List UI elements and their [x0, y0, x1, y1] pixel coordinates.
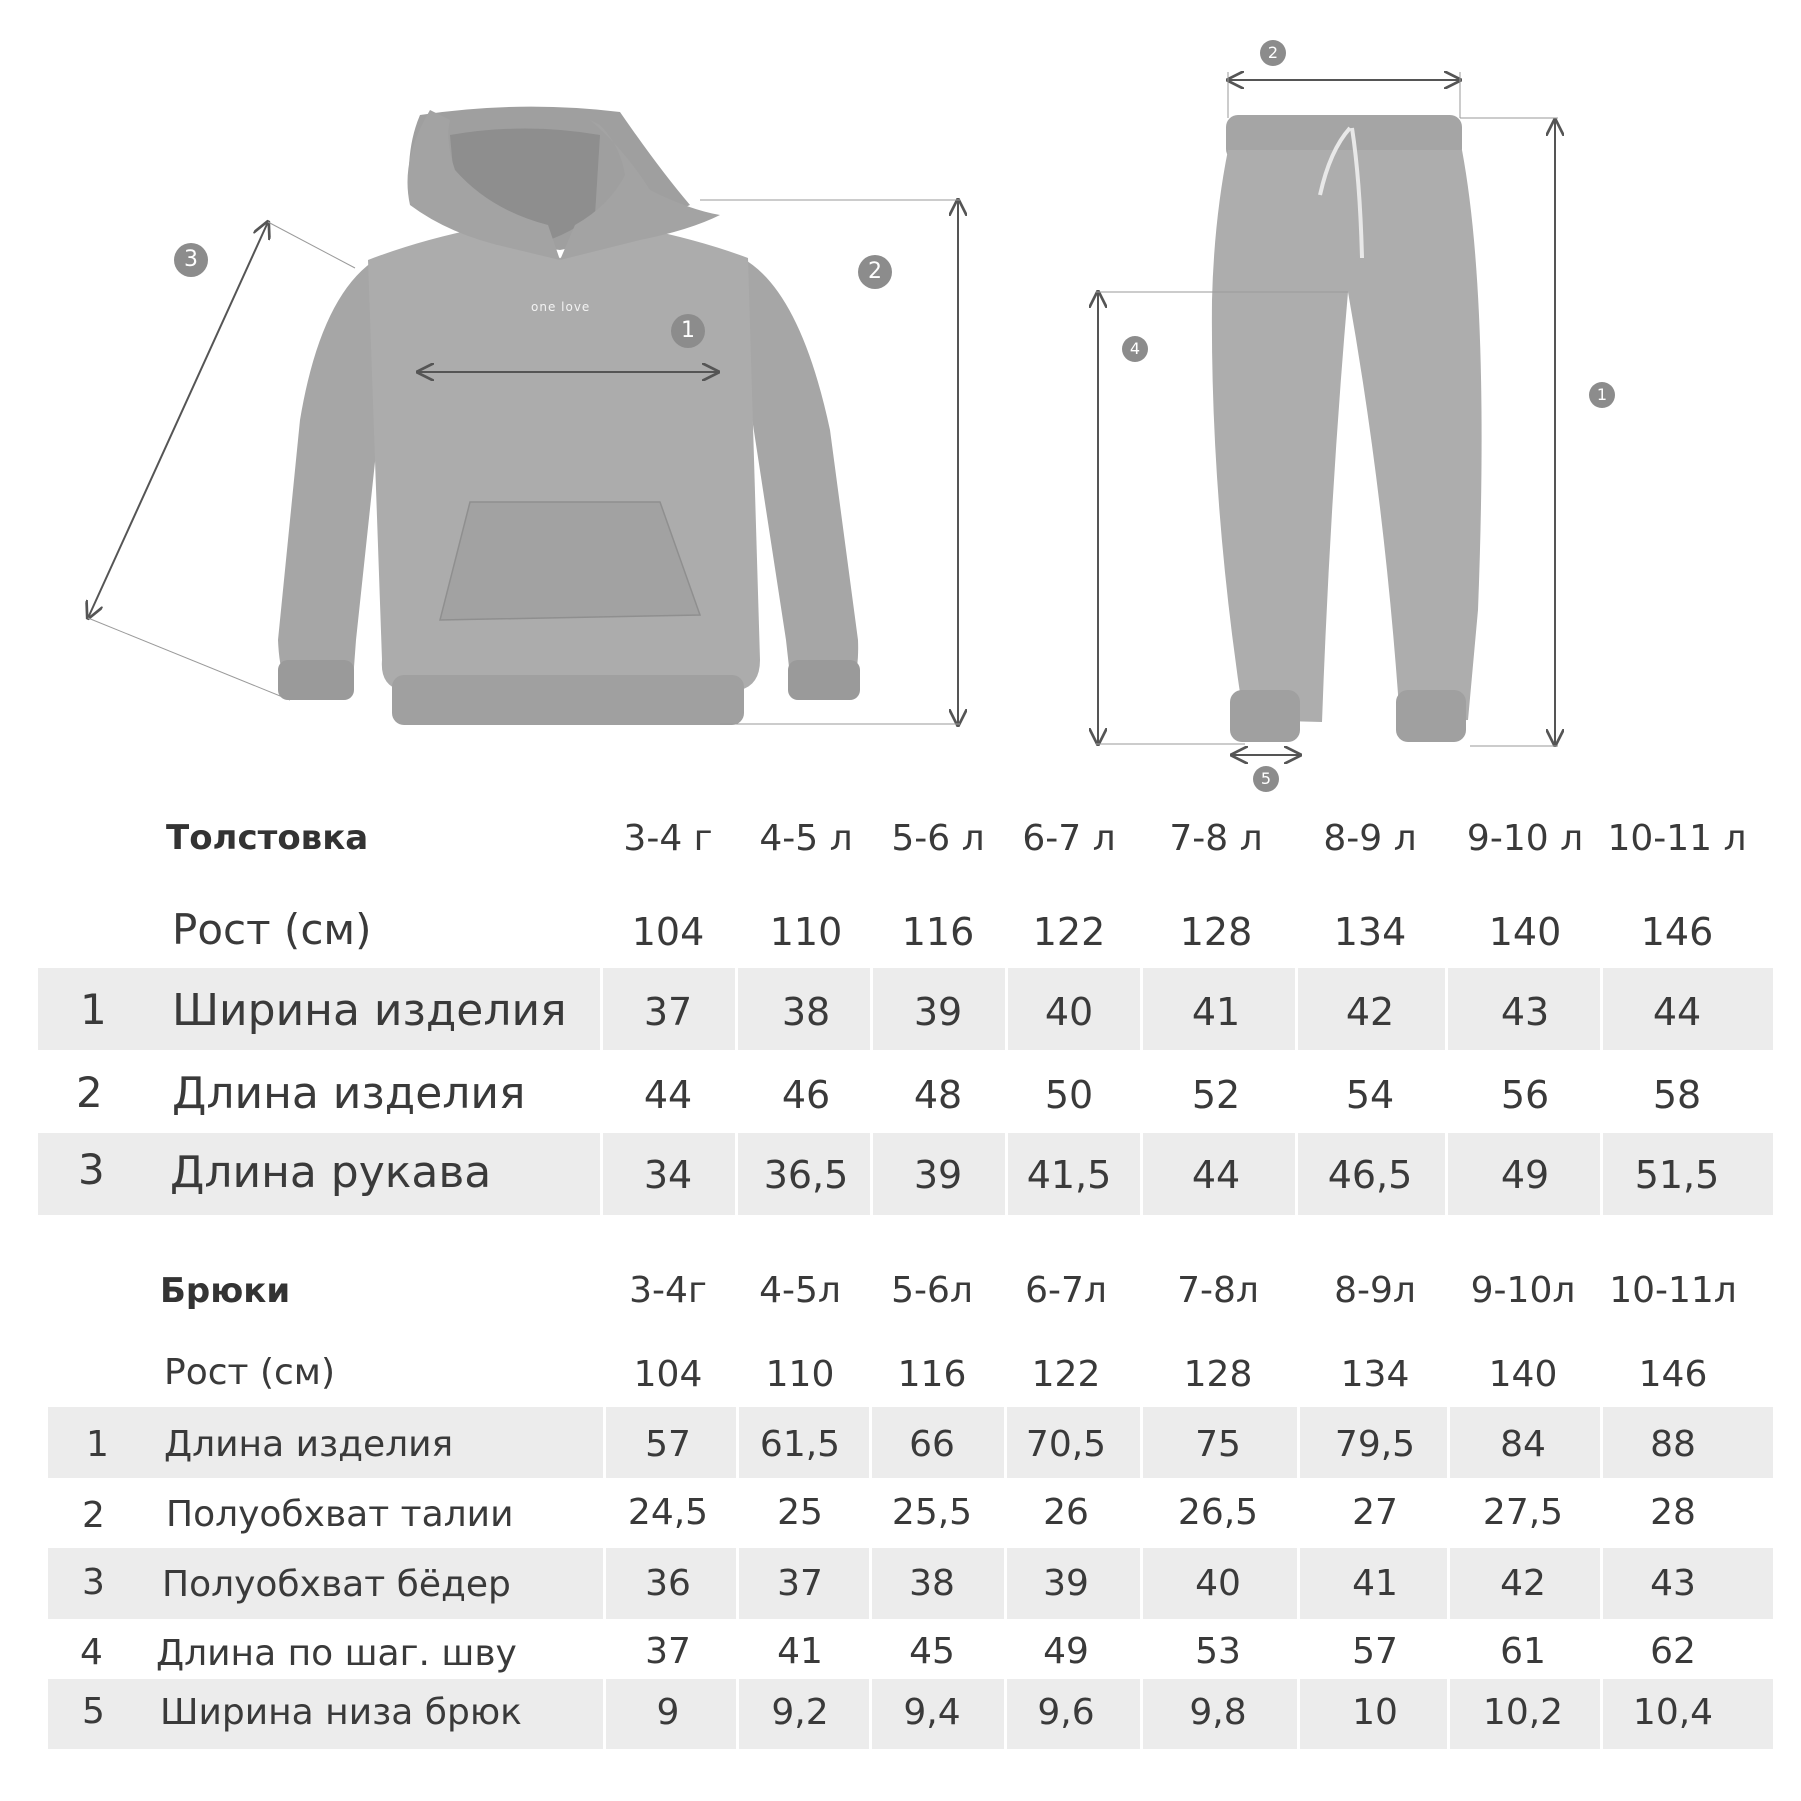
- hoodie-value-cell: 52: [1191, 1073, 1241, 1117]
- hoodie-value-cell: 49: [1500, 1153, 1550, 1197]
- hoodie-size-header: 7-8 л: [1169, 818, 1263, 859]
- pants-value-cell: 42: [1500, 1563, 1546, 1604]
- pants-height-label: Рост (см): [164, 1352, 335, 1393]
- pants-value-cell: 41: [1352, 1563, 1398, 1604]
- hoodie-row-number: 3: [78, 1145, 105, 1194]
- hoodie-row-number: 2: [76, 1068, 103, 1117]
- hoodie-size-header: 9-10 л: [1466, 818, 1584, 859]
- pants-value-cell: 57: [645, 1424, 691, 1465]
- hoodie-height-value: 140: [1488, 910, 1562, 954]
- hoodie-value-cell: 41: [1191, 990, 1241, 1034]
- hoodie-value-cell: 37: [643, 990, 693, 1034]
- pants-value-cell: 27,5: [1482, 1492, 1564, 1533]
- hoodie-size-header: 4-5 л: [759, 818, 853, 859]
- pants-size-header: 3-4г: [629, 1270, 707, 1311]
- hoodie-height-value: 134: [1333, 910, 1407, 954]
- hoodie-value-cell: 46,5: [1327, 1153, 1413, 1197]
- pants-value-cell: 9,4: [903, 1692, 961, 1733]
- pants-value-cell: 61,5: [759, 1424, 841, 1465]
- hoodie-value-cell: 48: [913, 1073, 963, 1117]
- pants-value-cell: 26,5: [1177, 1492, 1259, 1533]
- pants-row-number: 5: [82, 1691, 105, 1732]
- hoodie-height-value: 146: [1640, 910, 1714, 954]
- pants-height-value: 128: [1183, 1354, 1253, 1395]
- pants-value-cell: 53: [1195, 1631, 1241, 1672]
- hoodie-value-cell: 44: [643, 1073, 693, 1117]
- pants-value-cell: 75: [1195, 1424, 1241, 1465]
- pants-value-cell: 88: [1650, 1424, 1696, 1465]
- pants-row-label: Длина изделия: [164, 1424, 454, 1465]
- hoodie-value-cell: 38: [781, 990, 831, 1034]
- pants-size-header: 10-11л: [1609, 1270, 1737, 1311]
- hoodie-value-cell: 51,5: [1634, 1153, 1720, 1197]
- pants-height-value: 134: [1340, 1354, 1410, 1395]
- pants-value-cell: 25: [777, 1492, 823, 1533]
- pants-value-cell: 10,4: [1632, 1692, 1714, 1733]
- hoodie-row-label: Длина рукава: [170, 1147, 492, 1198]
- pants-value-cell: 57: [1352, 1631, 1398, 1672]
- pants-value-cell: 37: [645, 1631, 691, 1672]
- hoodie-height-value: 122: [1032, 910, 1106, 954]
- hoodie-value-cell: 41,5: [1026, 1153, 1112, 1197]
- pants-size-header: 8-9л: [1334, 1270, 1416, 1311]
- hoodie-size-header: 10-11 л: [1607, 818, 1747, 859]
- pants-value-cell: 28: [1650, 1492, 1696, 1533]
- pants-size-header: 6-7л: [1025, 1270, 1107, 1311]
- hoodie-row-number: 1: [80, 985, 107, 1034]
- pants-height-value: 146: [1638, 1354, 1708, 1395]
- pants-drawing: [1212, 115, 1482, 742]
- pants-size-header: 7-8л: [1177, 1270, 1259, 1311]
- hoodie-value-cell: 58: [1652, 1073, 1702, 1117]
- hoodie-value-cell: 50: [1044, 1073, 1094, 1117]
- pants-value-cell: 25,5: [891, 1492, 973, 1533]
- hoodie-value-cell: 42: [1345, 990, 1395, 1034]
- garment-illustrations: [0, 0, 1801, 800]
- pants-height-value: 122: [1031, 1354, 1101, 1395]
- pants-value-cell: 37: [777, 1563, 823, 1604]
- pants-value-cell: 49: [1043, 1631, 1089, 1672]
- pants-row-label: Полуобхват талии: [166, 1494, 514, 1535]
- pants-row-number: 1: [86, 1424, 109, 1465]
- hoodie-marker-1: 1: [671, 314, 705, 348]
- pants-value-cell: 39: [1043, 1563, 1089, 1604]
- pants-value-cell: 45: [909, 1631, 955, 1672]
- pants-value-cell: 43: [1650, 1563, 1696, 1604]
- hoodie-marker-3: 3: [174, 243, 208, 277]
- pants-value-cell: 84: [1500, 1424, 1546, 1465]
- pants-height-value: 110: [765, 1354, 835, 1395]
- hoodie-print-text: one love: [531, 300, 591, 314]
- hoodie-size-header: 5-6 л: [891, 818, 985, 859]
- pants-marker-5: 5: [1253, 766, 1279, 792]
- hoodie-value-cell: 56: [1500, 1073, 1550, 1117]
- pants-value-cell: 27: [1352, 1492, 1398, 1533]
- pants-height-value: 104: [633, 1354, 703, 1395]
- pants-value-cell: 26: [1043, 1492, 1089, 1533]
- pants-row-number: 3: [82, 1562, 105, 1603]
- hoodie-value-cell: 40: [1044, 990, 1094, 1034]
- pants-marker-1: 1: [1589, 382, 1615, 408]
- hoodie-drawing: [278, 107, 860, 725]
- hoodie-row-label: Ширина изделия: [172, 985, 567, 1036]
- hoodie-value-cell: 39: [913, 990, 963, 1034]
- hoodie-value-cell: 43: [1500, 990, 1550, 1034]
- pants-value-cell: 66: [909, 1424, 955, 1465]
- pants-value-cell: 38: [909, 1563, 955, 1604]
- pants-value-cell: 9: [656, 1692, 680, 1733]
- hoodie-value-cell: 54: [1345, 1073, 1395, 1117]
- pants-row-label: Полуобхват бёдер: [162, 1564, 511, 1605]
- pants-size-header: 9-10л: [1470, 1270, 1576, 1311]
- hoodie-height-value: 116: [901, 910, 975, 954]
- hoodie-value-cell: 34: [643, 1153, 693, 1197]
- hoodie-size-header: 3-4 г: [623, 818, 713, 859]
- hoodie-height-value: 128: [1179, 910, 1253, 954]
- pants-marker-2: 2: [1260, 40, 1286, 66]
- pants-value-cell: 79,5: [1334, 1424, 1416, 1465]
- pants-value-cell: 36: [645, 1563, 691, 1604]
- pants-marker-4: 4: [1122, 336, 1148, 362]
- pants-table-title: Брюки: [160, 1271, 291, 1311]
- pants-value-cell: 40: [1195, 1563, 1241, 1604]
- pants-row-number: 2: [82, 1495, 105, 1536]
- hoodie-value-cell: 36,5: [763, 1153, 849, 1197]
- pants-size-header: 4-5л: [759, 1270, 841, 1311]
- hoodie-value-cell: 39: [913, 1153, 963, 1197]
- pants-height-value: 140: [1488, 1354, 1558, 1395]
- hoodie-size-header: 6-7 л: [1022, 818, 1116, 859]
- hoodie-height-value: 104: [631, 910, 705, 954]
- pants-value-cell: 61: [1500, 1631, 1546, 1672]
- pants-height-value: 116: [897, 1354, 967, 1395]
- pants-value-cell: 9,6: [1037, 1692, 1095, 1733]
- hoodie-row-label: Длина изделия: [172, 1068, 526, 1119]
- hoodie-marker-2: 2: [858, 255, 892, 289]
- hoodie-table-title: Толстовка: [166, 818, 369, 858]
- pants-value-cell: 62: [1650, 1631, 1696, 1672]
- pants-value-cell: 41: [777, 1631, 823, 1672]
- pants-value-cell: 10: [1352, 1692, 1398, 1733]
- pants-value-cell: 9,2: [771, 1692, 829, 1733]
- pants-value-cell: 10,2: [1482, 1692, 1564, 1733]
- hoodie-height-value: 110: [769, 910, 843, 954]
- pants-size-header: 5-6л: [891, 1270, 973, 1311]
- hoodie-size-header: 8-9 л: [1323, 818, 1417, 859]
- hoodie-value-cell: 46: [781, 1073, 831, 1117]
- pants-value-cell: 70,5: [1025, 1424, 1107, 1465]
- pants-row-number: 4: [80, 1632, 103, 1673]
- pants-value-cell: 9,8: [1189, 1692, 1247, 1733]
- hoodie-height-label: Рост (см): [172, 905, 372, 954]
- hoodie-value-cell: 44: [1652, 990, 1702, 1034]
- pants-row-label: Длина по шаг. шву: [156, 1633, 517, 1674]
- hoodie-value-cell: 44: [1191, 1153, 1241, 1197]
- pants-value-cell: 24,5: [627, 1492, 709, 1533]
- pants-row-label: Ширина низа брюк: [160, 1692, 522, 1733]
